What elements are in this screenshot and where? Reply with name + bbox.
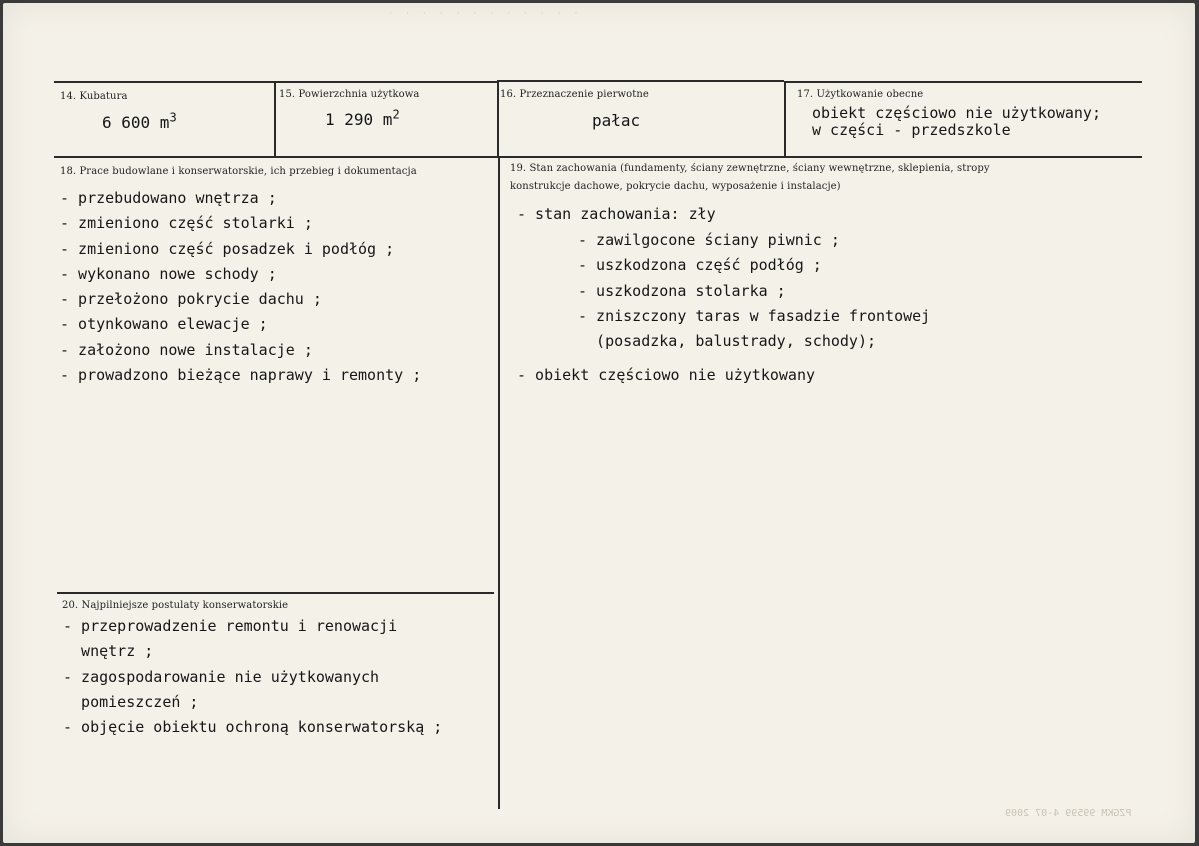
- field15-label: 15. Powierzchnia użytkowa: [279, 89, 420, 100]
- divider-16-17: [784, 81, 786, 157]
- divider-15-16: [497, 81, 499, 157]
- list-item: - zmieniono część stolarki ;: [60, 214, 313, 233]
- field19-label-line1: 19. Stan zachowania (fundamenty, ściany zewnętrzne, ściany wewnętrzne, sklepienia, stropy: [510, 163, 990, 174]
- field15-value: 1 290 $m^2$: [325, 107, 400, 129]
- record-card: [3, 3, 1195, 843]
- field19-label-line2: konstrukcje dachowe, pokrycie dachu, wyposażenie i instalacje): [510, 181, 841, 192]
- field20-label: 20. Najpilniejsze postulaty konserwatorskie: [62, 600, 289, 611]
- list-item: wnętrz ;: [63, 642, 154, 661]
- rule-field20: [57, 592, 494, 594]
- list-item: - przełożono pokrycie dachu ;: [60, 290, 322, 309]
- list-item: - uszkodzona część podłóg ;: [578, 256, 822, 275]
- list-item: - wykonano nowe schody ;: [60, 264, 277, 283]
- list-item: - zmieniono część posadzek i podłóg ;: [60, 239, 395, 258]
- field20-list: [63, 614, 442, 740]
- list-item: - zniszczony taras w fasadzie frontowej: [578, 306, 931, 325]
- faint-top-dots: · · · · · · · · · · · ·: [388, 9, 582, 19]
- field17-value-line2: w części - przedszkole: [812, 121, 1011, 139]
- list-item: - objęcie obiektu ochroną konserwatorską ;: [63, 718, 443, 737]
- list-item: - prowadzono bieżące naprawy i remonty ;: [60, 366, 422, 385]
- field18-label: 18. Prace budowlane i konserwatorskie, ich przebieg i dokumentacja: [60, 166, 417, 177]
- field14-value: 6 600 $m^3$: [102, 110, 177, 132]
- list-item: - otynkowano elewacje ;: [60, 315, 268, 334]
- rule-second: [54, 156, 1142, 158]
- list-item: pomieszczeń ;: [63, 692, 199, 711]
- rule-top-17: [784, 81, 1142, 83]
- field17-value-line1: obiekt częściowo nie użytkowany;: [812, 104, 1101, 122]
- field14-label: 14. Kubatura: [60, 91, 128, 102]
- list-item: - zagospodarowanie nie użytkowanych: [63, 667, 380, 686]
- field16-label: 16. Przeznaczenie pierwotne: [500, 89, 649, 100]
- field18-list: [60, 186, 421, 388]
- field16-value: pałac: [592, 111, 641, 130]
- list-item: (posadzka, balustrady, schody);: [578, 332, 877, 351]
- divider-14-15: [274, 81, 276, 157]
- rule-top-16: [497, 80, 784, 82]
- field19-sub-list: [578, 228, 930, 354]
- list-item: - zawilgocone ściany piwnic ;: [578, 231, 840, 249]
- rule-top-14: [54, 81, 274, 83]
- rule-top-15: [275, 81, 497, 83]
- field17-label: 17. Użytkowanie obecne: [797, 89, 924, 100]
- field19-main: - stan zachowania: zły: [517, 205, 716, 223]
- footer-print-mirrored: PZGKM 99599 4-07 2009: [1005, 808, 1132, 819]
- divider-main: [498, 157, 500, 809]
- list-item: - przeprowadzenie remontu i renowacji: [63, 617, 398, 635]
- list-item: - uszkodzona stolarka ;: [578, 281, 786, 300]
- list-item: - założono nowe instalacje ;: [60, 340, 313, 359]
- field19-last: - obiekt częściowo nie użytkowany: [517, 366, 816, 384]
- list-item: - przebudowano wnętrza ;: [60, 189, 277, 207]
